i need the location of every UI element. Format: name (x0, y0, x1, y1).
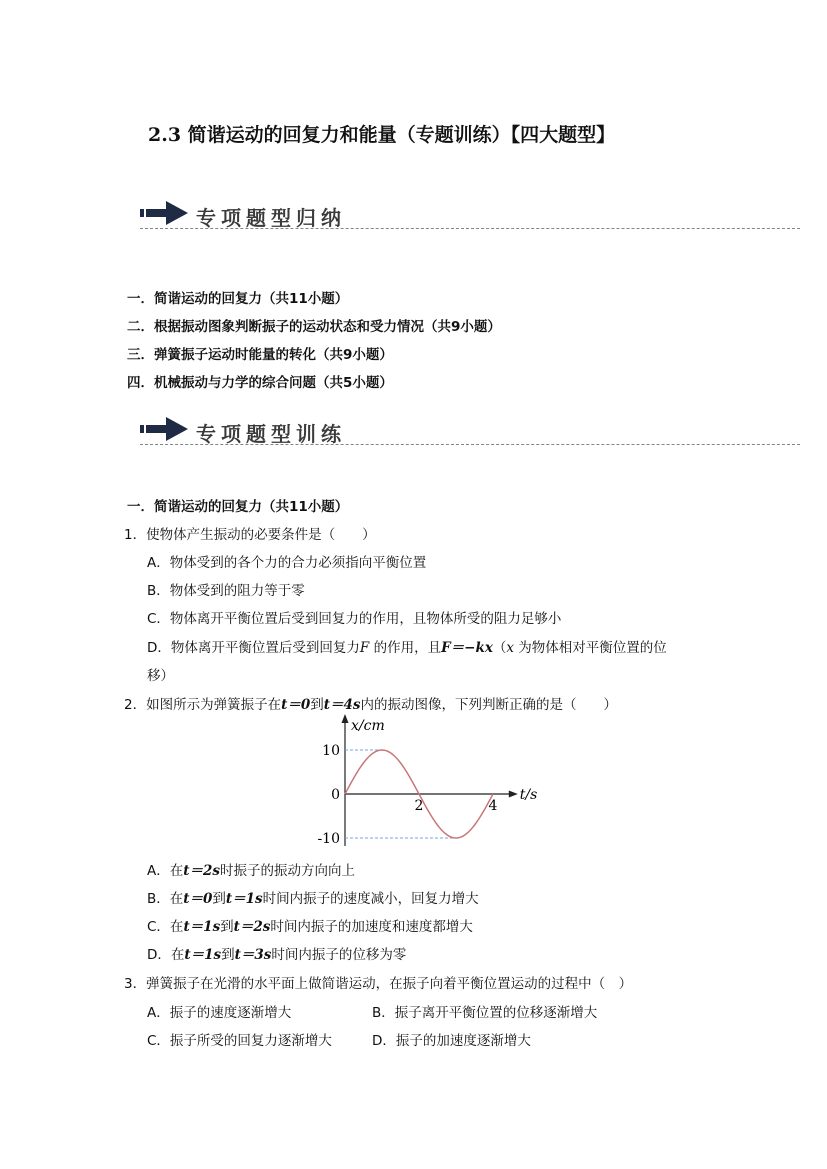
option-text: 为物体相对平衡位置的位 (514, 640, 667, 656)
option-text: C．在 (147, 919, 184, 935)
arrow-icon (140, 200, 190, 226)
question-1-option-b: B．物体受到的阻力等于零 (147, 583, 305, 599)
time-value: t＝0 (281, 697, 311, 713)
x-axis-label: t/s (519, 787, 538, 803)
option-text: 时间内振子的位移为零 (271, 947, 407, 963)
option-text: （ (492, 640, 507, 656)
y-axis-label: x/cm (351, 718, 385, 734)
divider (140, 444, 800, 445)
question-2-option-d (147, 943, 406, 963)
x-tick-label: 2 (414, 798, 424, 814)
question-1-stem: 1．使物体产生振动的必要条件是（ ） (124, 527, 376, 543)
question-1-option-c: C．物体离开平衡位置后受到回复力的作用，且物体所受的阻力足够小 (147, 611, 562, 627)
option-text: 时振子的振动方向向上 (219, 863, 355, 879)
time-value: t＝2s (233, 919, 271, 935)
question-2-option-b (147, 887, 479, 907)
vibration-graph (300, 712, 540, 852)
section-banner-training (140, 416, 800, 446)
option-text: 时间内振子的速度减小，回复力增大 (262, 891, 479, 907)
y-tick-label: 0 (331, 787, 340, 803)
time-value: t＝1s (183, 919, 221, 935)
question-3-stem: 3．弹簧振子在光滑的水平面上做简谐运动，在振子向着平衡位置运动的过程中（ ） (124, 976, 633, 992)
option-text: B．在 (147, 891, 184, 907)
question-1-option-d-cont: 移） (147, 668, 174, 684)
x-tick-label: 4 (488, 798, 498, 814)
toc-item: 三．弹簧振子运动时能量的转化（共9小题） (127, 347, 393, 363)
section-heading: 一．简谐运动的回复力（共11小题） (127, 499, 349, 515)
question-2-option-c (147, 915, 473, 935)
option-text: 到 (221, 947, 235, 963)
question-3-option-d: D．振子的加速度逐渐增大 (372, 1033, 531, 1049)
banner-title: 专项题型训练 (196, 422, 346, 446)
var-x: x (506, 640, 515, 656)
y-tick-label: 10 (322, 743, 340, 759)
time-value: t＝1s (184, 947, 222, 963)
option-text: 到 (212, 891, 226, 907)
time-value: t＝1s (225, 891, 263, 907)
page-title: 2.3 简谐运动的回复力和能量（专题训练）【四大题型】 (148, 124, 616, 146)
option-text: 到 (220, 919, 234, 935)
question-3-option-c: C．振子所受的回复力逐渐增大 (147, 1033, 332, 1049)
toc-item: 一．简谐运动的回复力（共11小题） (127, 291, 349, 307)
option-text: 的作用，且 (369, 640, 442, 656)
formula: F＝−kx (441, 640, 493, 656)
divider (140, 228, 800, 229)
x-axis-arrow (509, 791, 518, 798)
var-f: F (359, 640, 370, 656)
time-value: t＝4s (323, 697, 361, 713)
section-banner-summary (140, 200, 800, 230)
option-text: A．在 (147, 863, 184, 879)
question-2-option-a (147, 859, 355, 879)
arrow-icon (140, 416, 190, 442)
time-value: t＝2s (183, 863, 220, 879)
stem-text: 2．如图所示为弹簧振子在 (124, 697, 282, 713)
option-text: 时间内振子的加速度和速度都增大 (270, 919, 473, 935)
time-value: t＝0 (183, 891, 213, 907)
question-2-stem (124, 693, 617, 713)
y-tick-label: -10 (317, 831, 340, 847)
question-3-option-a: A．振子的速度逐渐增大 (147, 1005, 292, 1021)
option-text: D．物体离开平衡位置后受到回复力 (147, 640, 360, 656)
toc-item: 二．根据振动图象判断振子的运动状态和受力情况（共9小题） (127, 319, 501, 335)
y-axis-arrow (342, 714, 349, 723)
time-value: t＝3s (234, 947, 272, 963)
question-1-option-d (147, 636, 667, 656)
banner-title: 专项题型归纳 (196, 206, 346, 230)
option-text: D．在 (147, 947, 185, 963)
stem-text: 内的振动图像，下列判断正确的是（ ） (360, 697, 617, 713)
question-3-option-b: B．振子离开平衡位置的位移逐渐增大 (372, 1005, 598, 1021)
question-1-option-a: A．物体受到的各个力的合力必须指向平衡位置 (147, 555, 427, 571)
stem-text: 到 (310, 697, 324, 713)
toc-item: 四．机械振动与力学的综合问题（共5小题） (127, 375, 393, 391)
